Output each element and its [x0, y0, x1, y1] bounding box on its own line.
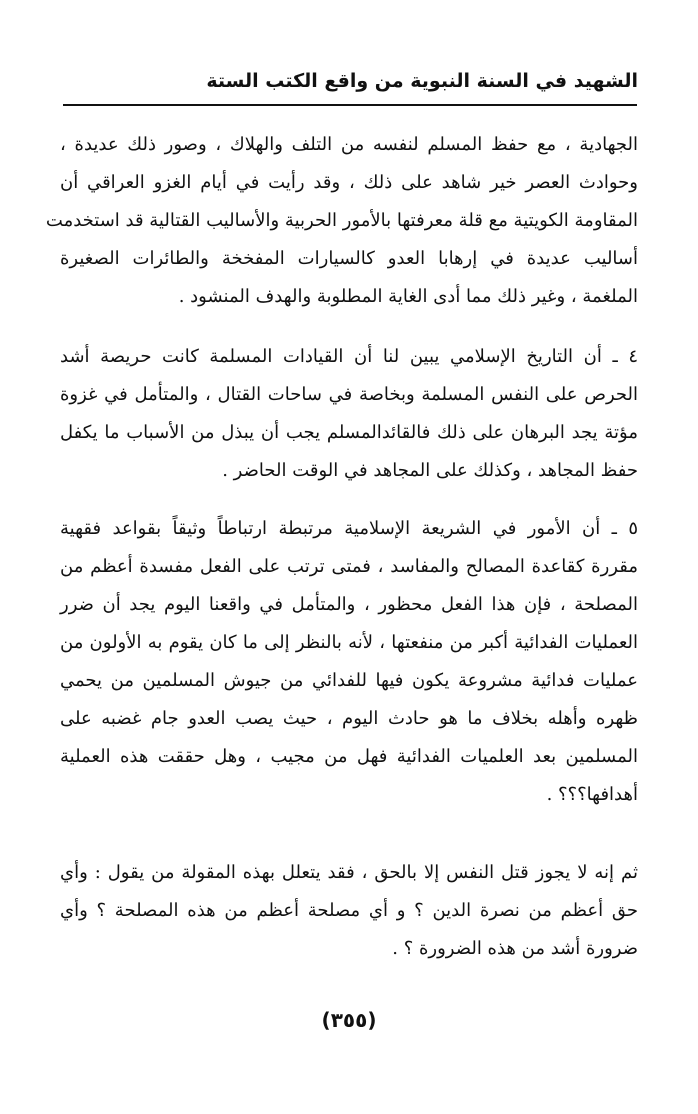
page-number: (٣٥٥) [321, 1008, 377, 1032]
paragraph-3 [60, 510, 638, 814]
text-line: ٤ ـ أن التاريخ الإسلامي يبين لنا أن القيادات المسلمة كانت حريصة أشد [60, 346, 638, 367]
text-line: الملغمة ، وغير ذلك مما أدى الغاية المطلوبة والهدف المنشود . [178, 286, 638, 307]
paragraph-2 [60, 338, 638, 490]
text-line: ٥ ـ أن الأمور في الشريعة الإسلامية مرتبطة ارتباطاً وثيقاً بقواعد فقهية [60, 518, 638, 539]
text-line: أهدافها؟؟؟ . [546, 784, 638, 805]
text-line: ظهره وأهله بخلاف ما هو حادث اليوم ، حيث يصب العدو جام غضبه على [60, 708, 638, 729]
text-line: الجهادية ، مع حفظ المسلم لنفسه من التلف والهلاك ، وصور ذلك عديدة ، [60, 134, 638, 155]
text-line: ثم إنه لا يجوز قتل النفس إلا بالحق ، فقد يتعلل بهذه المقولة من يقول : وأي [60, 862, 638, 883]
paragraph-1 [45, 126, 638, 316]
text-line: حفظ المجاهد ، وكذلك على المجاهد في الوقت الحاضر . [222, 460, 638, 481]
text-line: ضرورة أشد من هذه الضرورة ؟ . [392, 938, 638, 959]
text-line: مؤتة يجد البرهان على ذلك فالقائدالمسلم يجب أن يبذل من الأسباب ما يكفل [60, 422, 638, 443]
text-line: العمليات الفدائية أكبر من منفعتها ، لأنه بالنظر إلى ما كان يقوم به الأولون من [60, 632, 638, 653]
paragraph-4 [60, 854, 638, 968]
text-line: عمليات فدائية مشروعة يكون فيها للفدائي من جيوش المسلمين من يحمي [60, 670, 638, 691]
header-divider [63, 104, 637, 106]
text-line: المصلحة ، فإن هذا الفعل محظور ، والمتأمل في واقعنا اليوم يجد أن ضرر [60, 594, 638, 615]
text-line: مقررة كقاعدة المصالح والمفاسد ، فمتى ترتب على الفعل مفسدة أعظم من [60, 556, 638, 577]
text-line: أساليب عديدة في إرهابا العدو كالسيارات المفخخة والطائرات الصغيرة [60, 248, 638, 269]
text-line: الحرص على النفس المسلمة وبخاصة في ساحات القتال ، والمتأمل في غزوة [60, 384, 638, 405]
text-line: وحوادث العصر خير شاهد على ذلك ، وقد رأيت في أيام الغزو العراقي أن [60, 172, 638, 193]
running-header-title: الشهيد في السنة النبوية من واقع الكتب الستة [206, 70, 638, 92]
text-line: حق أعظم من نصرة الدين ؟ و أي مصلحة أعظم من هذه المصلحة ؟ وأي [60, 900, 638, 921]
text-line: المسلمين بعد العلميات الفدائية فهل من مجيب ، وهل حققت هذه العملية [60, 746, 638, 767]
text-line: المقاومة الكويتية مع قلة معرفتها بالأمور الحربية والأساليب القتالية قد استخدمت [45, 210, 638, 231]
